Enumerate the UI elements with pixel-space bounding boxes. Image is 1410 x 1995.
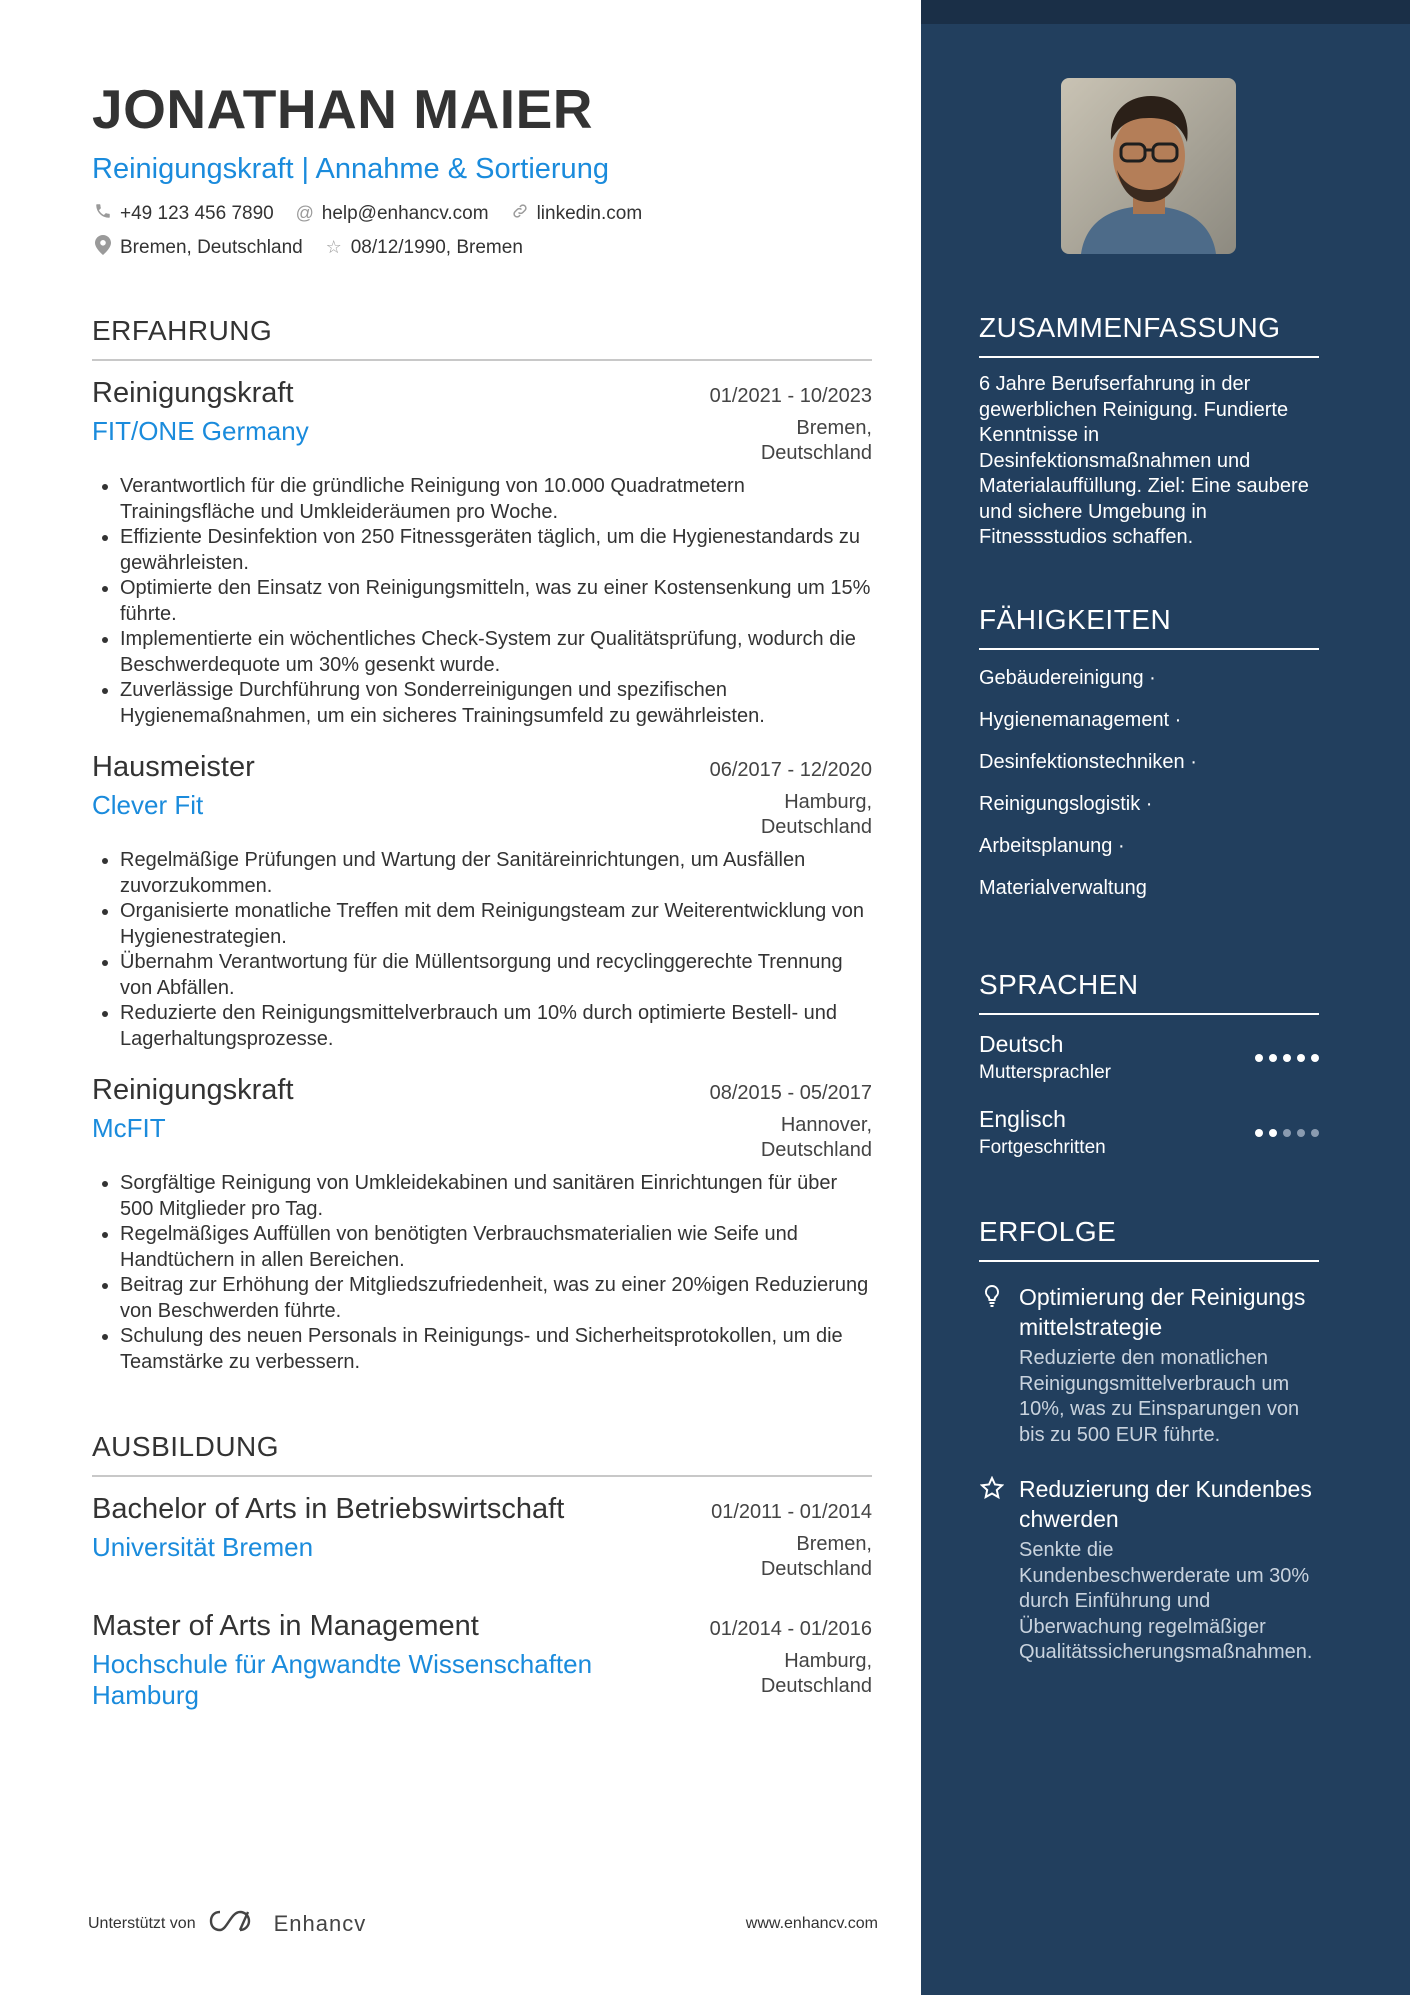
education-entry — [92, 1493, 872, 1582]
education-dates: 01/2014 - 01/2016 — [709, 1618, 872, 1640]
bullet-item: • Effiziente Desinfektion von 250 Fitnessgeräten täglich, um die Hygienestandards zu gewährleisten. — [120, 525, 872, 576]
job-title: Reinigungskraft — [92, 1074, 294, 1106]
job-bullets — [92, 848, 872, 1052]
job-location — [722, 1113, 872, 1163]
location-country: Deutschland — [760, 1139, 872, 1161]
at-icon: @ — [295, 203, 314, 223]
rating-dot-filled — [1311, 1054, 1319, 1062]
experience-entry — [92, 377, 872, 729]
enhancv-logo-icon[interactable] — [208, 1908, 256, 1939]
job-bullets — [92, 474, 872, 729]
star-outline-icon: ☆ — [325, 237, 342, 257]
rating-dot-filled — [1255, 1129, 1263, 1137]
rating-dot-empty — [1283, 1129, 1291, 1137]
location-text: Bremen, Deutschland — [120, 236, 303, 258]
birth-text: 08/12/1990, Bremen — [350, 236, 523, 258]
rating-dot-filled — [1269, 1129, 1277, 1137]
location-pin-icon — [92, 235, 114, 260]
skills-title: FÄHIGKEITEN — [979, 604, 1319, 650]
skill-item: Gebäudereinigung · — [979, 667, 1156, 689]
contact-phone[interactable] — [92, 202, 274, 225]
languages-section — [979, 969, 1319, 1159]
language-item — [979, 1106, 1319, 1159]
contact-birth — [323, 235, 523, 260]
location-city: Bremen, — [796, 417, 872, 439]
bullet-item: • Regelmäßiges Auffüllen von benötigten Verbrauchsmaterialien wie Seife und Handtüchern in allen Bereichen. — [120, 1222, 872, 1273]
bullet-item: • Beitrag zur Erhöhung der Mitgliedszufriedenheit, was zu einer 20%igen Reduzierung von Beschwerden führte. — [120, 1273, 872, 1324]
job-location — [722, 790, 872, 840]
bullet-item: • Implementierte ein wöchentliches Check-System zur Qualitätsprüfung, wodurch die Beschwerdequote um 30% gesenkt wurde. — [120, 627, 872, 678]
website-link[interactable]: www.enhancv.com — [745, 1914, 878, 1932]
company-name: McFIT — [92, 1113, 166, 1143]
language-name: Englisch — [979, 1106, 1066, 1132]
bullet-item: • Optimierte den Einsatz von Reinigungsmitteln, was zu einer Kostensenkung um 15% führte. — [120, 576, 872, 627]
achievements-section — [979, 1216, 1319, 1666]
company-name: FIT/ONE Germany — [92, 416, 309, 446]
language-level: Muttersprachler — [979, 1062, 1111, 1083]
skill-item: Materialverwaltung — [979, 877, 1147, 899]
sidebar — [921, 0, 1410, 1995]
degree-title: Bachelor of Arts in Betriebswirtschaft — [92, 1493, 565, 1525]
rating-dot-filled — [1269, 1054, 1277, 1062]
skill-item: Hygienemanagement · — [979, 709, 1182, 731]
skill-item: Desinfektionstechniken · — [979, 751, 1197, 773]
location-city: Hannover, — [780, 1114, 872, 1136]
language-name: Deutsch — [979, 1031, 1064, 1057]
location-country: Deutschland — [760, 442, 872, 464]
headline: Reinigungskraft | Annahme & Sortierung — [92, 153, 609, 185]
achievements-title: ERFOLGE — [979, 1216, 1319, 1262]
linkedin-text: linkedin.com — [536, 202, 643, 224]
lightbulb-icon — [979, 1282, 1005, 1448]
achievement-title: Reduzierung der Kundenbeschwerden — [1019, 1476, 1312, 1532]
rating-dot-empty — [1297, 1129, 1305, 1137]
education-entry — [92, 1610, 872, 1711]
rating-dot-filled — [1297, 1054, 1305, 1062]
education-section-title: AUSBILDUNG — [92, 1431, 872, 1477]
sidebar-top-bar — [921, 0, 1410, 24]
school-name: Hochschule für Angwandte Wissenschaften Hamburg — [92, 1649, 593, 1710]
rating-dot-empty — [1311, 1129, 1319, 1137]
achievement-desc: Reduzierte den monatlichen Reinigungsmittelverbrauch um 10%, was zu Einsparungen von bis zu 500 EUR führte. — [1019, 1347, 1300, 1446]
brand-name[interactable]: Enhancv — [273, 1910, 367, 1936]
phone-icon — [92, 202, 114, 225]
language-item — [979, 1031, 1319, 1084]
job-title: Reinigungskraft — [92, 377, 294, 409]
achievement-item — [979, 1474, 1319, 1666]
company-name: Clever Fit — [92, 790, 204, 820]
achievement-item — [979, 1282, 1319, 1448]
bullet-item: • Reduzierte den Reinigungsmittelverbrauch um 10% durch optimierte Bestell- und Lagerhaltungsprozesse. — [120, 1001, 872, 1052]
school-name: Universität Bremen — [92, 1532, 314, 1562]
bullet-item: • Zuverlässige Durchführung von Sonderreinigungen und spezifischen Hygienemaßnahmen, um ein sicheres Trainingsumfeld zu gewährleisten. — [120, 678, 872, 729]
location-city: Hamburg, — [784, 1650, 872, 1672]
location-country: Deutschland — [760, 816, 872, 838]
bullet-item: • Schulung des neuen Personals in Reinigungs- und Sicherheitsprotokollen, um die Teamstärke zu verbessern. — [120, 1324, 872, 1375]
contact-location — [92, 235, 303, 260]
job-dates: 06/2017 - 12/2020 — [709, 759, 872, 781]
job-bullets — [92, 1171, 872, 1375]
language-rating — [1255, 1054, 1319, 1062]
experience-section-title: ERFAHRUNG — [92, 315, 872, 361]
education-dates: 01/2011 - 01/2014 — [711, 1501, 872, 1523]
job-location — [722, 416, 872, 466]
phone-text: +49 123 456 7890 — [120, 202, 274, 224]
bullet-item: • Verantwortlich für die gründliche Reinigung von 10.000 Quadratmetern Trainingsfläche und Umkleideräumen pro Woche. — [120, 474, 872, 525]
summary-section — [979, 312, 1319, 551]
link-icon — [509, 202, 531, 225]
summary-title: ZUSAMMENFASSUNG — [979, 312, 1319, 358]
job-dates: 08/2015 - 05/2017 — [709, 1082, 872, 1104]
location-country: Deutschland — [760, 1558, 872, 1580]
language-rating — [1255, 1129, 1319, 1137]
profile-photo — [1061, 78, 1236, 254]
location-country: Deutschland — [760, 1675, 872, 1697]
experience-entry — [92, 751, 872, 1052]
skill-item: Reinigungslogistik · — [979, 793, 1153, 815]
bullet-item: • Organisierte monatliche Treffen mit dem Reinigungsteam zur Weiterentwicklung von Hygienestrategien. — [120, 899, 872, 950]
skills-section — [979, 604, 1319, 902]
school-location — [722, 1532, 872, 1582]
contact-info — [92, 202, 872, 260]
achievement-desc: Senkte die Kundenbeschwerderate um 30% durch Einführung und Überwachung regelmäßiger Qualitätssicherungsmaßnahmen. — [1019, 1539, 1313, 1663]
contact-email[interactable] — [294, 202, 489, 225]
candidate-name: JONATHAN MAIER — [92, 78, 593, 140]
main-column — [92, 70, 872, 1711]
bullet-item: • Übernahm Verantwortung für die Müllentsorgung und recyclinggerechte Trennung von Abfällen. — [120, 950, 872, 1001]
summary-text: 6 Jahre Berufserfahrung in der gewerblichen Reinigung. Fundierte Kenntnisse in Desinfektionsmaßnahmen und Materialauffüllung. Ziel: Eine saubere und sichere Umgebung in Fitnessstudios schaffen. — [979, 373, 1309, 548]
location-city: Bremen, — [796, 1533, 872, 1555]
job-dates: 01/2021 - 10/2023 — [709, 385, 872, 407]
rating-dot-filled — [1255, 1054, 1263, 1062]
school-location — [722, 1649, 872, 1699]
powered-by-text: Unterstützt von — [88, 1914, 196, 1932]
footer — [88, 1908, 878, 1939]
language-level: Fortgeschritten — [979, 1137, 1106, 1158]
job-title: Hausmeister — [92, 751, 255, 783]
experience-entry — [92, 1074, 872, 1375]
achievement-title: Optimierung der Reinigungsmittelstrategie — [1019, 1284, 1306, 1340]
bullet-item: • Sorgfältige Reinigung von Umkleidekabinen und sanitären Einrichtungen für über 500 Mitglieder pro Tag. — [120, 1171, 872, 1222]
languages-title: SPRACHEN — [979, 969, 1319, 1015]
bullet-item: • Regelmäßige Prüfungen und Wartung der Sanitäreinrichtungen, um Ausfällen zuvorzukommen. — [120, 848, 872, 899]
star-icon — [979, 1474, 1005, 1666]
contact-linkedin[interactable] — [509, 202, 643, 225]
skill-item: Arbeitsplanung · — [979, 835, 1125, 857]
degree-title: Master of Arts in Management — [92, 1610, 479, 1642]
location-city: Hamburg, — [784, 791, 872, 813]
rating-dot-filled — [1283, 1054, 1291, 1062]
email-text: help@enhancv.com — [321, 202, 489, 224]
